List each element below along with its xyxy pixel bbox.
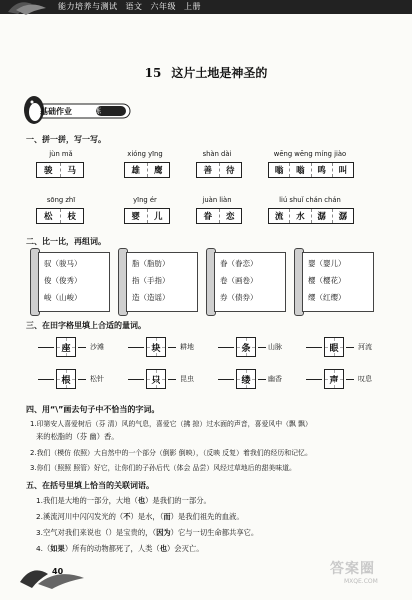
section4-heading: 四、用“\”画去句子中不恰当的字词。: [26, 405, 160, 414]
char-box: 雄 鹰: [124, 162, 170, 178]
measure-word-box: 缕: [236, 369, 256, 389]
measure-word-noun: 山脉: [268, 343, 282, 351]
exercise-line: 2.我们（模仿 依照）大自然中的一个部分（倒影 倒映），（反映 反复）着我们的经历和记忆。: [30, 449, 312, 457]
section3-heading: 三、在田字格里填上合适的量词。: [26, 321, 146, 330]
exercise-line: 2.溪流河川中闪闪发光的（不）是水，（而）是我们祖先的血液。: [36, 512, 244, 521]
section2-heading: 二、比一比，再组词。: [26, 237, 106, 246]
pinyin: jùn mǎ: [49, 150, 73, 158]
pinyin: sōng zhī: [46, 196, 76, 204]
measure-word-box: 条: [236, 337, 256, 357]
page-number: 40: [52, 567, 64, 576]
char-box: 眷 恋: [196, 208, 242, 224]
measure-word-box: 块: [146, 337, 166, 357]
exercise-line: 3.空气对我们来说也（）是宝贵的，（因为）它与一切生命都共享它。: [36, 528, 259, 537]
char-box: 嗡 嗡 鸣 叫: [268, 162, 354, 178]
exercise-line: 4.（如果）所有的动物都死了，人类（也）会灭亡。: [36, 544, 204, 553]
pinyin: juàn liàn: [202, 196, 232, 204]
measure-word-box: 根: [56, 369, 76, 389]
badge-sub: 自主练: [80, 107, 101, 115]
measure-word-noun: 河流: [358, 343, 372, 351]
section1-heading: 一、拼一拼，写一写。: [26, 135, 106, 144]
char-box: 流 水 潺 潺: [268, 208, 354, 224]
pinyin: yīng ér: [133, 196, 157, 204]
char-box: 松 枝: [36, 208, 84, 224]
badge-penguin-icon: [20, 92, 132, 126]
header-text: 能力培养与测试 语文 六年级 上册: [58, 2, 201, 11]
char-box: 骏 马: [36, 162, 84, 178]
exercise-line: 1.印第安人喜爱树后（芬 清）风的气息，喜爱它（拂 掠）过水面的声音，喜爱风中（飘 飘）: [30, 420, 312, 428]
measure-word-box: 只: [146, 369, 166, 389]
watermark-sub: MXQE.COM: [344, 578, 378, 585]
exercise-line: 来的松脂的（芬 幽）香。: [36, 432, 119, 441]
watermark: 答案圈: [330, 561, 375, 577]
word-scroll: 脂（脂肪） 指（手指） 造（造谣）: [118, 248, 198, 314]
measure-word-noun: 耕地: [180, 343, 194, 351]
char-box: 婴 儿: [124, 208, 170, 224]
measure-word-box: 眼: [324, 337, 344, 357]
pinyin: xióng yīng: [127, 150, 163, 158]
measure-word-box: 座: [56, 337, 76, 357]
word-scroll: 驭（骏马） 俊（俊秀） 峻（山峻）: [30, 248, 110, 314]
leaf-icon: [6, 0, 52, 16]
measure-word-box: 声: [324, 369, 344, 389]
pinyin: shàn dài: [202, 150, 232, 158]
exercise-line: 3.你们（照照 照管）好它，让你们的子孙后代（体会 品尝）风经过草地后的甜美味道。: [30, 464, 296, 472]
word-scroll: 婴（婴儿） 樱（樱花） 缨（红缨）: [294, 248, 374, 314]
measure-word-noun: 昆虫: [180, 375, 194, 383]
section5-heading: 五、在括号里填上恰当的关联词语。: [26, 481, 154, 490]
lesson-title: 15 这片土地是神圣的: [144, 66, 268, 80]
pinyin: liú shuǐ chán chán: [279, 196, 341, 204]
pinyin: wēng wēng míng jiào: [273, 150, 347, 158]
word-scroll: 眷（眷恋） 卷（画卷） 券（债券）: [206, 248, 286, 314]
measure-word-noun: 沙滩: [90, 343, 104, 351]
measure-word-noun: 叹息: [358, 375, 372, 383]
exercise-line: 1.我们是大地的一部分，大地（也）是我们的一部分。: [36, 496, 211, 505]
char-box: 善 待: [196, 162, 242, 178]
measure-word-noun: 松针: [90, 375, 104, 383]
measure-word-noun: 幽香: [268, 375, 282, 383]
badge-label: 基础作业: [40, 107, 72, 116]
